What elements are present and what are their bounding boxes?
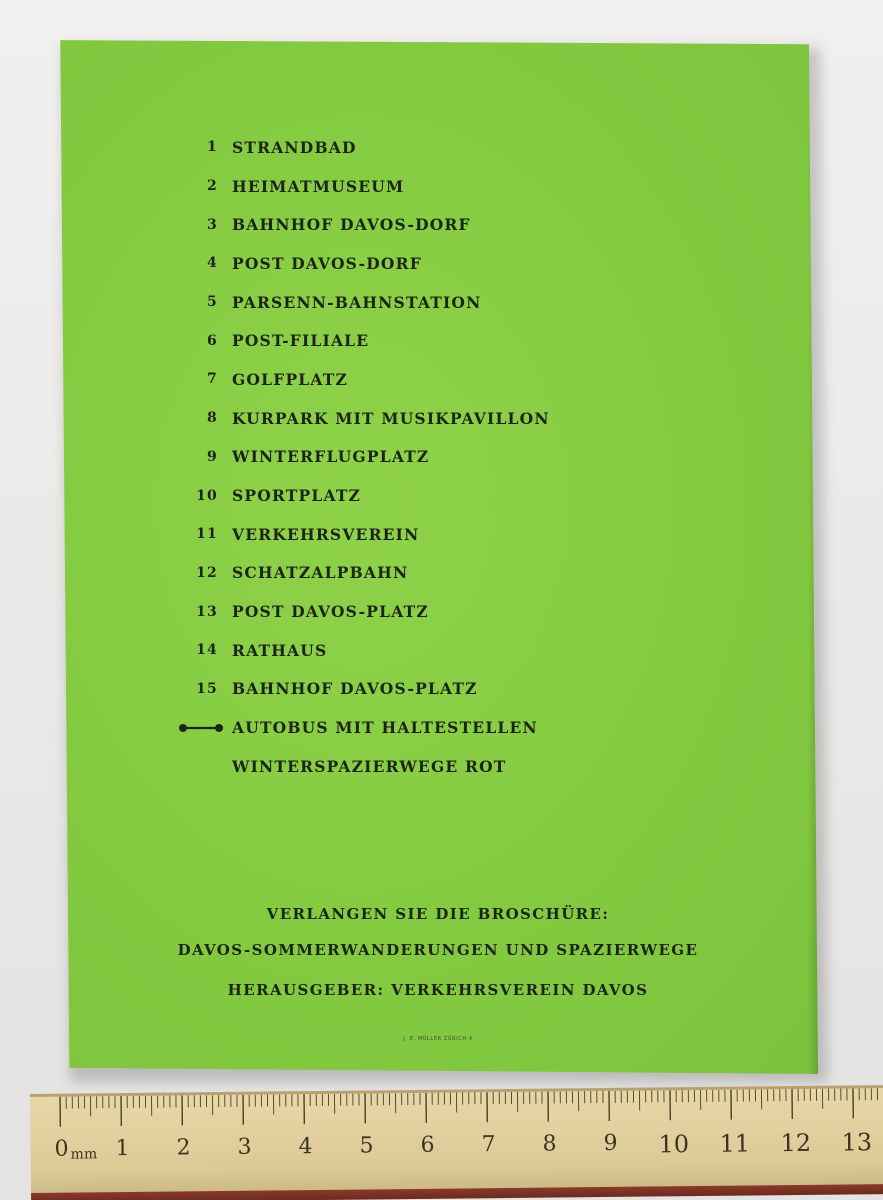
legend-label: HEIMATMUSEUM bbox=[232, 176, 405, 196]
ruler-number: 8 bbox=[542, 1131, 557, 1157]
legend-number: 13 bbox=[196, 603, 218, 620]
legend-number: 11 bbox=[196, 526, 218, 543]
legend-number: 6 bbox=[207, 332, 218, 349]
legend-label: VERKEHRSVEREIN bbox=[232, 524, 420, 544]
legend-item bbox=[180, 631, 740, 670]
ruler-unit-label: mm bbox=[70, 1146, 98, 1163]
ruler-number: 11 bbox=[719, 1129, 751, 1158]
footer-brochure-title: DAVOS-SOMMERWANDERUNGEN UND SPAZIERWEGE bbox=[177, 941, 699, 959]
legend-label: SPORTPLATZ bbox=[232, 486, 362, 506]
legend-number: 1 bbox=[207, 139, 218, 156]
ruler-number: 2 bbox=[176, 1135, 191, 1161]
legend-item bbox=[180, 244, 740, 283]
legend-item bbox=[180, 167, 740, 206]
legend-number: 7 bbox=[207, 371, 218, 388]
legend-label: GOLFPLATZ bbox=[232, 369, 349, 389]
map-legend bbox=[180, 128, 740, 786]
legend-number: 15 bbox=[196, 680, 218, 697]
bus-route-marker-icon bbox=[180, 723, 218, 733]
legend-item bbox=[180, 438, 740, 477]
footer-publisher: HERAUSGEBER: VERKEHRSVEREIN DAVOS bbox=[227, 981, 649, 999]
winter-paths-label: WINTERSPAZIERWEGE ROT bbox=[232, 756, 507, 776]
wooden-ruler bbox=[30, 1085, 883, 1200]
legend-number: 14 bbox=[196, 642, 218, 659]
legend-label: RATHAUS bbox=[232, 640, 328, 660]
legend-item bbox=[180, 670, 740, 709]
legend-number: 3 bbox=[207, 216, 218, 233]
ruler-number: 13 bbox=[841, 1128, 873, 1157]
ruler-number: 9 bbox=[603, 1130, 618, 1156]
bus-route-label: AUTOBUS MIT HALTESTELLEN bbox=[232, 718, 538, 738]
legend-label: POST-FILIALE bbox=[232, 331, 370, 351]
legend-item bbox=[180, 515, 740, 554]
legend-item bbox=[180, 554, 740, 593]
ruler-number: 5 bbox=[359, 1133, 374, 1159]
printer-imprint: J. E. MÜLLER ZÜRICH 4 bbox=[403, 1036, 473, 1042]
ruler-number: 6 bbox=[420, 1132, 435, 1158]
legend-item bbox=[180, 205, 740, 244]
legend-label: BAHNHOF DAVOS-PLATZ bbox=[232, 679, 478, 699]
ruler-number: 3 bbox=[237, 1134, 252, 1160]
legend-item bbox=[180, 128, 740, 167]
ruler-number: 0 bbox=[54, 1136, 69, 1162]
legend-item-winter-paths bbox=[180, 747, 740, 786]
legend-label: STRANDBAD bbox=[232, 137, 357, 157]
legend-item bbox=[180, 399, 740, 438]
ruler-number: 12 bbox=[780, 1128, 812, 1158]
legend-item-bus bbox=[180, 708, 740, 747]
ruler-number: 10 bbox=[658, 1130, 690, 1159]
ruler-number: 1 bbox=[115, 1135, 130, 1162]
legend-label: POST DAVOS-DORF bbox=[232, 253, 422, 273]
ruler-number: 4 bbox=[298, 1134, 313, 1160]
legend-label: KURPARK MIT MUSIKPAVILLON bbox=[232, 408, 550, 428]
legend-number: 9 bbox=[207, 448, 218, 465]
legend-label: BAHNHOF DAVOS-DORF bbox=[232, 215, 471, 235]
legend-item bbox=[180, 476, 740, 515]
legend-item bbox=[180, 592, 740, 631]
legend-item bbox=[180, 283, 740, 322]
ruler-number: 7 bbox=[481, 1132, 496, 1158]
ruler-tick-marks bbox=[30, 1088, 883, 1193]
legend-number: 8 bbox=[207, 410, 218, 427]
legend-number: 12 bbox=[196, 564, 218, 581]
legend-item bbox=[180, 360, 740, 399]
legend-item bbox=[180, 321, 740, 360]
legend-label: POST DAVOS-PLATZ bbox=[232, 602, 429, 622]
footer-brochure-request: VERLANGEN SIE DIE BROSCHÜRE: bbox=[266, 905, 610, 923]
legend-number: 5 bbox=[207, 294, 218, 311]
legend-number: 4 bbox=[207, 255, 218, 272]
legend-number: 2 bbox=[207, 178, 218, 195]
legend-label: PARSENN-BAHNSTATION bbox=[232, 292, 482, 312]
legend-label: WINTERFLUGPLATZ bbox=[232, 447, 430, 467]
legend-number: 10 bbox=[196, 487, 218, 504]
legend-label: SCHATZALPBAHN bbox=[232, 563, 409, 583]
